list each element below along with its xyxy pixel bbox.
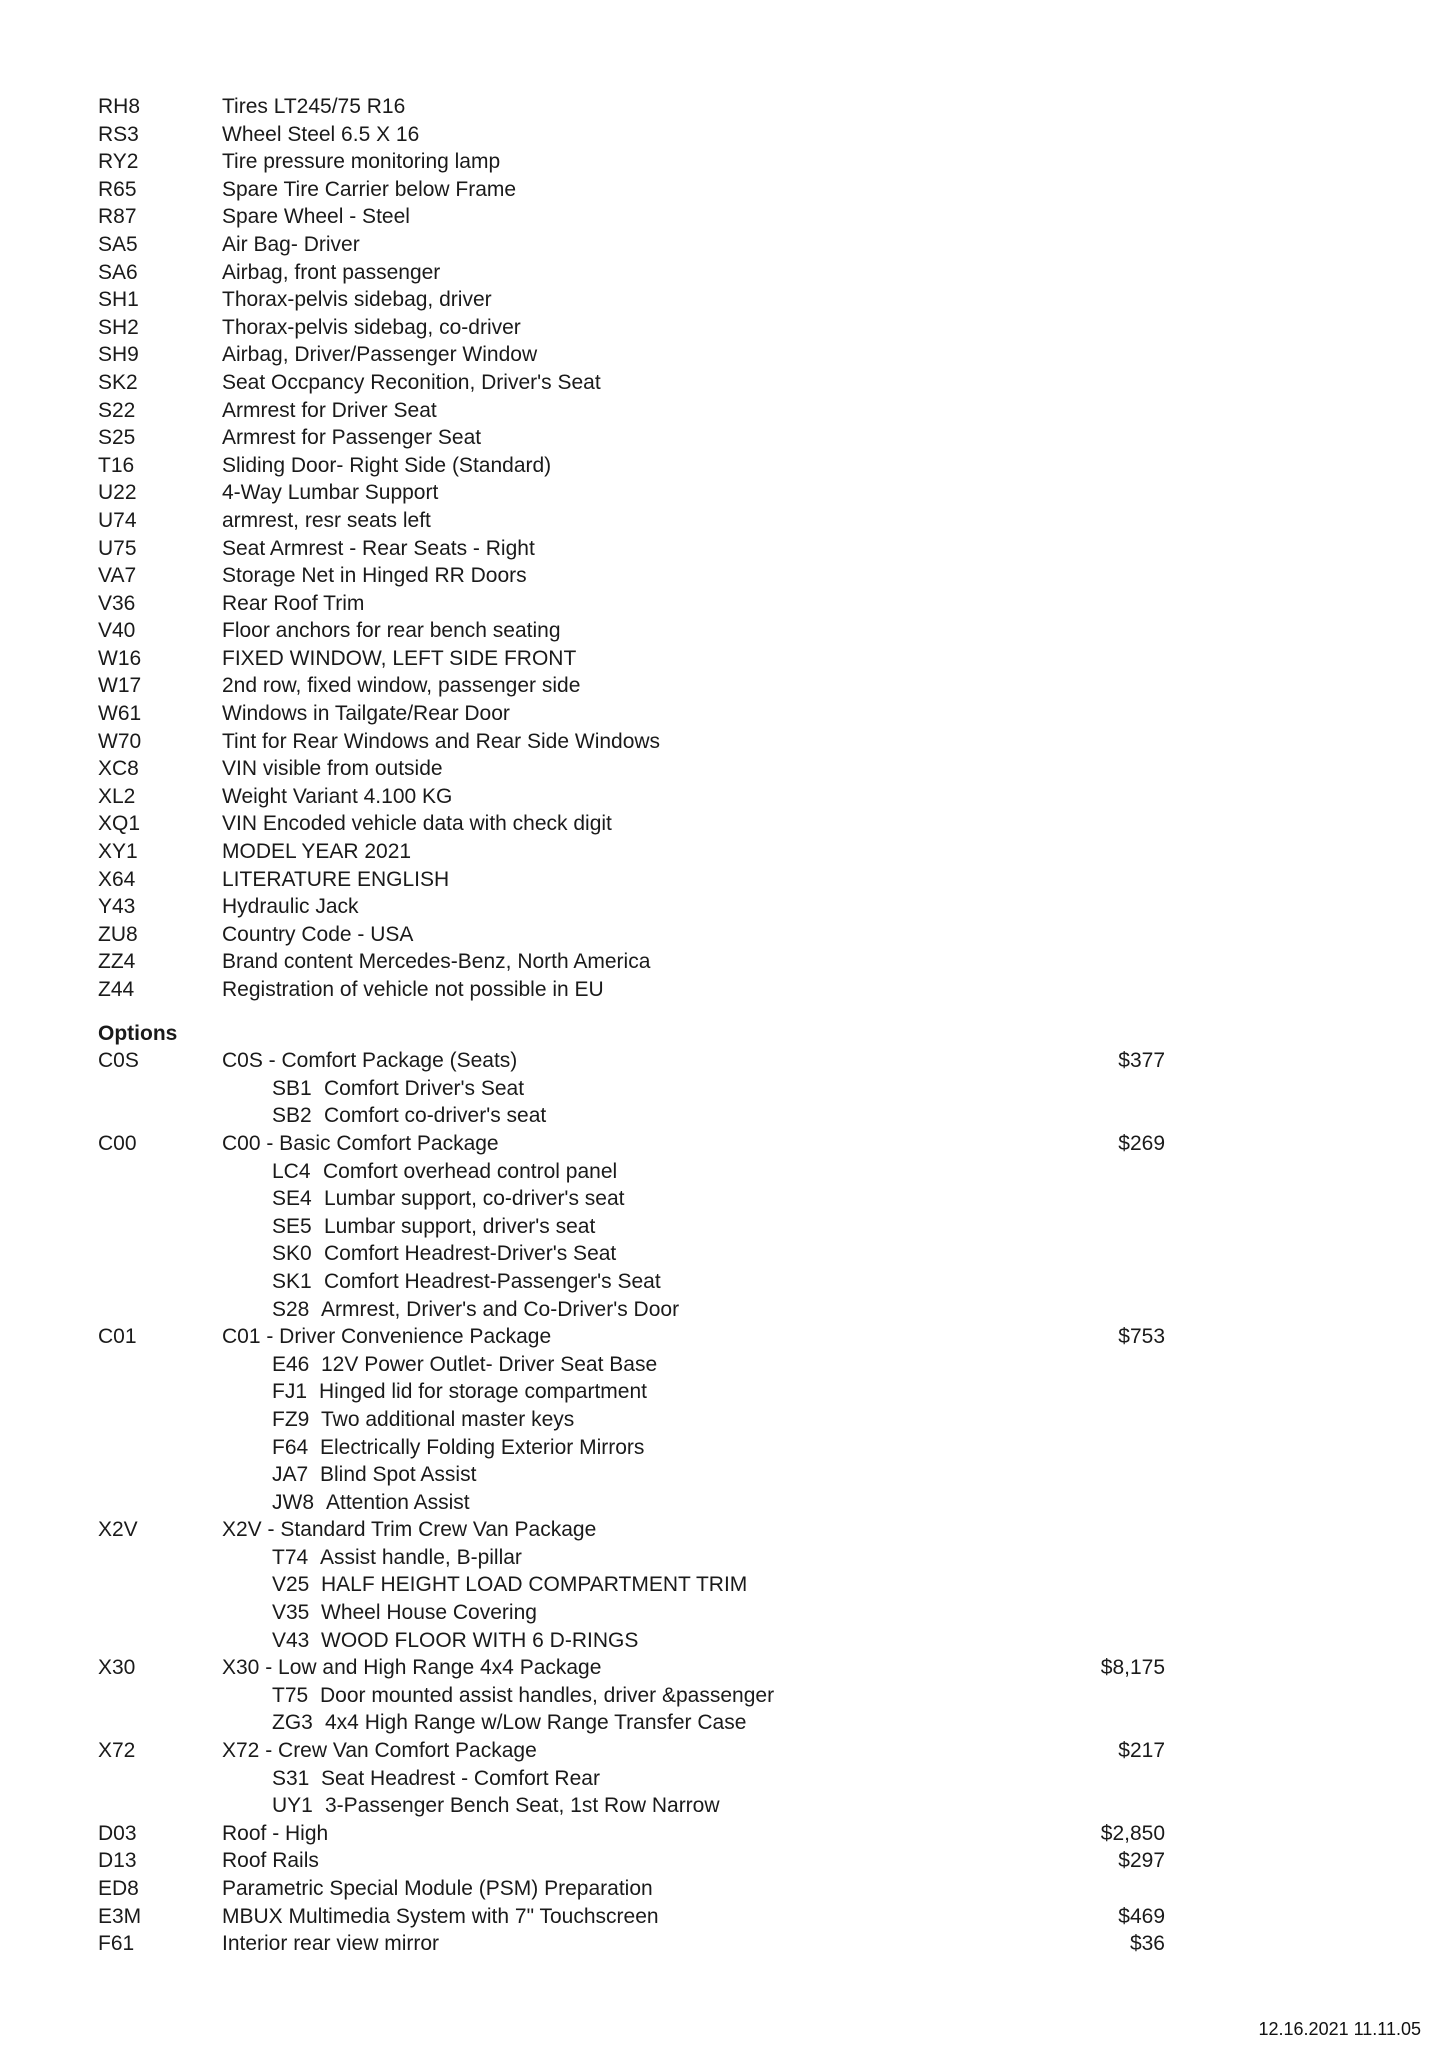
option-price: $269 bbox=[1118, 1131, 1165, 1155]
equipment-description: 4-Way Lumbar Support bbox=[222, 481, 439, 505]
equipment-description: Windows in Tailgate/Rear Door bbox=[222, 702, 510, 726]
equipment-code: SK2 bbox=[98, 370, 138, 394]
option-subitem-row bbox=[98, 1765, 1258, 1793]
equipment-code: W61 bbox=[98, 702, 142, 726]
option-subitem-code: V43 bbox=[272, 1628, 310, 1652]
option-subitem-code: SE4 bbox=[272, 1187, 312, 1211]
equipment-row bbox=[98, 755, 1258, 783]
option-subitem-description: Comfort Headrest-Driver's Seat bbox=[324, 1242, 617, 1266]
equipment-row bbox=[98, 369, 1258, 397]
option-subitem-description: Armrest, Driver's and Co-Driver's Door bbox=[321, 1297, 680, 1321]
option-description: C01 - Driver Convenience Package bbox=[222, 1325, 552, 1349]
equipment-row bbox=[98, 286, 1258, 314]
equipment-code: ZU8 bbox=[98, 922, 138, 946]
equipment-code: V36 bbox=[98, 591, 136, 615]
equipment-description: Armrest for Passenger Seat bbox=[222, 426, 482, 450]
equipment-row bbox=[98, 452, 1258, 480]
equipment-row bbox=[98, 728, 1258, 756]
option-code: C00 bbox=[98, 1131, 137, 1155]
option-subitem-row bbox=[98, 1709, 1258, 1737]
option-subitem-code: JW8 bbox=[272, 1490, 314, 1514]
equipment-description: VIN visible from outside bbox=[222, 757, 443, 781]
equipment-description: Seat Occpancy Reconition, Driver's Seat bbox=[222, 370, 601, 394]
equipment-code: SA5 bbox=[98, 232, 138, 256]
option-subitem-code: S31 bbox=[272, 1766, 310, 1790]
option-subitem-row bbox=[98, 1240, 1258, 1268]
option-code: X30 bbox=[98, 1656, 136, 1680]
option-subitem-code: T75 bbox=[272, 1683, 309, 1707]
option-subitem-code: SB2 bbox=[272, 1104, 312, 1128]
equipment-code: XC8 bbox=[98, 757, 139, 781]
equipment-description: Tire pressure monitoring lamp bbox=[222, 150, 501, 174]
option-subitem-row bbox=[98, 1461, 1258, 1489]
option-subitem-row bbox=[98, 1158, 1258, 1186]
option-subitem-row bbox=[98, 1434, 1258, 1462]
option-code: ED8 bbox=[98, 1877, 139, 1900]
equipment-code: RH8 bbox=[98, 95, 141, 118]
option-code: F61 bbox=[98, 1932, 135, 1956]
equipment-code: U75 bbox=[98, 536, 137, 560]
equipment-description: LITERATURE ENGLISH bbox=[222, 867, 450, 891]
equipment-description: Wheel Steel 6.5 X 16 bbox=[222, 122, 420, 146]
equipment-code: RY2 bbox=[98, 150, 139, 174]
equipment-row bbox=[98, 976, 1258, 1004]
option-subitem-description: Lumbar support, co-driver's seat bbox=[324, 1187, 625, 1211]
equipment-code: VA7 bbox=[98, 564, 137, 588]
option-row bbox=[98, 1903, 1258, 1931]
option-subitem-description: Door mounted assist handles, driver &passenger bbox=[320, 1683, 775, 1707]
option-row bbox=[98, 1323, 1258, 1351]
option-subitem-description: 3-Passenger Bench Seat, 1st Row Narrow bbox=[325, 1794, 720, 1818]
option-subitem-description: Hinged lid for storage compartment bbox=[319, 1380, 647, 1404]
equipment-code: R87 bbox=[98, 205, 137, 229]
equipment-code: Z44 bbox=[98, 978, 135, 1001]
equipment-row bbox=[98, 341, 1258, 369]
equipment-row bbox=[98, 93, 1258, 121]
equipment-code: SH2 bbox=[98, 315, 139, 339]
equipment-row bbox=[98, 314, 1258, 342]
option-row bbox=[98, 1737, 1258, 1765]
equipment-description: Registration of vehicle not possible in EU bbox=[222, 978, 604, 1001]
option-subitem-row bbox=[98, 1185, 1258, 1213]
option-subitem-row bbox=[98, 1296, 1258, 1324]
option-subitem-description: Comfort overhead control panel bbox=[323, 1159, 618, 1183]
equipment-description: 2nd row, fixed window, passenger side bbox=[222, 674, 581, 698]
equipment-description: Armrest for Driver Seat bbox=[222, 398, 437, 422]
equipment-row bbox=[98, 121, 1258, 149]
equipment-code: S22 bbox=[98, 398, 136, 422]
option-subitem-row bbox=[98, 1378, 1258, 1406]
option-subitem-description: Two additional master keys bbox=[321, 1407, 575, 1431]
option-subitem-row bbox=[98, 1544, 1258, 1572]
option-subitem-code: SB1 bbox=[272, 1076, 312, 1100]
equipment-description: MODEL YEAR 2021 bbox=[222, 840, 412, 864]
option-price: $377 bbox=[1118, 1049, 1165, 1073]
option-subitem-description: Lumbar support, driver's seat bbox=[324, 1214, 596, 1238]
equipment-description: Hydraulic Jack bbox=[222, 895, 359, 919]
option-subitem-code: T74 bbox=[272, 1545, 309, 1569]
option-subitem-code: F64 bbox=[272, 1435, 309, 1459]
option-description: Roof Rails bbox=[222, 1849, 319, 1873]
equipment-row bbox=[98, 810, 1258, 838]
option-description: X2V - Standard Trim Crew Van Package bbox=[222, 1518, 597, 1542]
equipment-description: Tint for Rear Windows and Rear Side Windows bbox=[222, 729, 661, 753]
equipment-row bbox=[98, 176, 1258, 204]
equipment-row bbox=[98, 397, 1258, 425]
equipment-description: FIXED WINDOW, LEFT SIDE FRONT bbox=[222, 646, 577, 670]
option-subitem-description: Assist handle, B-pillar bbox=[320, 1545, 522, 1569]
option-price: $8,175 bbox=[1100, 1656, 1165, 1680]
option-subitem-code: SK1 bbox=[272, 1269, 312, 1293]
equipment-row bbox=[98, 562, 1258, 590]
option-price: $297 bbox=[1118, 1849, 1165, 1873]
option-subitem-code: S28 bbox=[272, 1297, 310, 1321]
equipment-code: RS3 bbox=[98, 122, 139, 146]
option-subitem-code: FJ1 bbox=[272, 1380, 308, 1404]
option-code: E3M bbox=[98, 1904, 142, 1928]
equipment-row bbox=[98, 645, 1258, 673]
option-subitem-description: Comfort co-driver's seat bbox=[324, 1104, 547, 1128]
equipment-code: XL2 bbox=[98, 784, 136, 808]
equipment-row bbox=[98, 617, 1258, 645]
option-subitem-code: LC4 bbox=[272, 1159, 311, 1183]
option-subitem-row bbox=[98, 1268, 1258, 1296]
option-subitem-code: V25 bbox=[272, 1573, 310, 1597]
option-row bbox=[98, 1654, 1258, 1682]
equipment-row bbox=[98, 148, 1258, 176]
option-row bbox=[98, 1847, 1258, 1875]
option-subitem-row bbox=[98, 1599, 1258, 1627]
option-subitem-code: SK0 bbox=[272, 1242, 312, 1266]
option-subitem-row bbox=[98, 1489, 1258, 1517]
option-subitem-description: Electrically Folding Exterior Mirrors bbox=[320, 1435, 645, 1459]
option-subitem-row bbox=[98, 1213, 1258, 1241]
equipment-description: Seat Armrest - Rear Seats - Right bbox=[222, 536, 535, 560]
equipment-description: Spare Wheel - Steel bbox=[222, 205, 410, 229]
option-row bbox=[98, 1516, 1258, 1544]
option-description: X72 - Crew Van Comfort Package bbox=[222, 1739, 537, 1763]
option-description: Roof - High bbox=[222, 1821, 329, 1845]
option-code: C01 bbox=[98, 1325, 137, 1349]
equipment-row bbox=[98, 893, 1258, 921]
equipment-row bbox=[98, 424, 1258, 452]
option-price: $2,850 bbox=[1100, 1821, 1165, 1845]
equipment-description: armrest, resr seats left bbox=[222, 508, 431, 532]
option-subitem-code: FZ9 bbox=[272, 1407, 310, 1431]
option-subitem-description: WOOD FLOOR WITH 6 D-RINGS bbox=[321, 1628, 639, 1652]
option-subitem-description: Wheel House Covering bbox=[321, 1601, 537, 1625]
option-code: X72 bbox=[98, 1739, 136, 1763]
equipment-code: U74 bbox=[98, 508, 137, 532]
equipment-code: V40 bbox=[98, 619, 136, 643]
equipment-code: W16 bbox=[98, 646, 142, 670]
option-row bbox=[98, 1047, 1258, 1075]
equipment-code: SA6 bbox=[98, 260, 138, 284]
option-subitem-row bbox=[98, 1075, 1258, 1103]
options-heading: Options bbox=[98, 1021, 178, 1045]
option-description: Parametric Special Module (PSM) Preparation bbox=[222, 1877, 653, 1900]
equipment-row bbox=[98, 783, 1258, 811]
option-subitem-description: Comfort Headrest-Passenger's Seat bbox=[324, 1269, 661, 1293]
equipment-description: Sliding Door- Right Side (Standard) bbox=[222, 453, 552, 477]
option-subitem-code: SE5 bbox=[272, 1214, 312, 1238]
option-row bbox=[98, 1875, 1258, 1903]
option-code: C0S bbox=[98, 1049, 139, 1073]
equipment-description: Tires LT245/75 R16 bbox=[222, 95, 406, 118]
equipment-code: XY1 bbox=[98, 840, 138, 864]
option-row bbox=[98, 1130, 1258, 1158]
equipment-description: Thorax-pelvis sidebag, co-driver bbox=[222, 315, 521, 339]
option-subitem-description: HALF HEIGHT LOAD COMPARTMENT TRIM bbox=[321, 1573, 748, 1597]
equipment-code: T16 bbox=[98, 453, 135, 477]
equipment-description: Thorax-pelvis sidebag, driver bbox=[222, 288, 492, 312]
option-subitem-description: Seat Headrest - Comfort Rear bbox=[321, 1766, 600, 1790]
option-subitem-row bbox=[98, 1792, 1258, 1820]
equipment-row bbox=[98, 203, 1258, 231]
equipment-row bbox=[98, 535, 1258, 563]
option-subitem-code: E46 bbox=[272, 1352, 310, 1376]
equipment-description: VIN Encoded vehicle data with check digit bbox=[222, 812, 612, 836]
equipment-row bbox=[98, 921, 1258, 949]
option-subitem-description: Attention Assist bbox=[326, 1490, 470, 1514]
option-price: $36 bbox=[1129, 1932, 1165, 1956]
equipment-row bbox=[98, 259, 1258, 287]
option-subitem-description: 12V Power Outlet- Driver Seat Base bbox=[321, 1352, 658, 1376]
equipment-row bbox=[98, 672, 1258, 700]
equipment-row bbox=[98, 590, 1258, 618]
equipment-description: Rear Roof Trim bbox=[222, 591, 365, 615]
option-description: C00 - Basic Comfort Package bbox=[222, 1131, 499, 1155]
option-code: D03 bbox=[98, 1821, 137, 1845]
option-subitem-row bbox=[98, 1102, 1258, 1130]
option-description: C0S - Comfort Package (Seats) bbox=[222, 1049, 518, 1073]
equipment-code: S25 bbox=[98, 426, 136, 450]
option-subitem-code: UY1 bbox=[272, 1794, 313, 1818]
equipment-code: R65 bbox=[98, 177, 137, 201]
equipment-code: ZZ4 bbox=[98, 950, 136, 974]
equipment-row bbox=[98, 507, 1258, 535]
equipment-description: Brand content Mercedes-Benz, North America bbox=[222, 950, 651, 974]
option-row bbox=[98, 1930, 1258, 1958]
option-subitem-code: ZG3 bbox=[272, 1711, 313, 1735]
equipment-code: SH9 bbox=[98, 343, 139, 367]
option-price: $753 bbox=[1118, 1325, 1165, 1349]
option-subitem-row bbox=[98, 1682, 1258, 1710]
option-subitem-description: Blind Spot Assist bbox=[320, 1463, 477, 1487]
equipment-code: Y43 bbox=[98, 895, 136, 919]
option-subitem-code: V35 bbox=[272, 1601, 310, 1625]
option-subitem-row bbox=[98, 1571, 1258, 1599]
equipment-row bbox=[98, 948, 1258, 976]
option-code: D13 bbox=[98, 1849, 137, 1873]
equipment-description: Spare Tire Carrier below Frame bbox=[222, 177, 517, 201]
option-description: X30 - Low and High Range 4x4 Package bbox=[222, 1656, 602, 1680]
option-subitem-code: JA7 bbox=[272, 1463, 309, 1487]
option-subitem-row bbox=[98, 1627, 1258, 1655]
option-code: X2V bbox=[98, 1518, 138, 1542]
equipment-row bbox=[98, 700, 1258, 728]
equipment-row bbox=[98, 231, 1258, 259]
equipment-description: Floor anchors for rear bench seating bbox=[222, 619, 561, 643]
option-price: $469 bbox=[1118, 1904, 1165, 1928]
equipment-row bbox=[98, 866, 1258, 894]
equipment-code: U22 bbox=[98, 481, 137, 505]
equipment-row bbox=[98, 838, 1258, 866]
option-description: Interior rear view mirror bbox=[222, 1932, 440, 1956]
option-subitem-description: Comfort Driver's Seat bbox=[324, 1076, 525, 1100]
equipment-code: XQ1 bbox=[98, 812, 141, 836]
equipment-description: Air Bag- Driver bbox=[222, 232, 360, 256]
equipment-code: W17 bbox=[98, 674, 142, 698]
option-price: $217 bbox=[1118, 1739, 1165, 1763]
equipment-code: SH1 bbox=[98, 288, 139, 312]
equipment-code: W70 bbox=[98, 729, 142, 753]
equipment-description: Airbag, Driver/Passenger Window bbox=[222, 343, 538, 367]
option-subitem-description: 4x4 High Range w/Low Range Transfer Case bbox=[325, 1711, 747, 1735]
footer-timestamp: 12.16.2021 11.11.05 bbox=[1258, 2019, 1421, 2039]
equipment-description: Weight Variant 4.100 KG bbox=[222, 784, 453, 808]
option-subitem-row bbox=[98, 1406, 1258, 1434]
equipment-description: Storage Net in Hinged RR Doors bbox=[222, 564, 527, 588]
equipment-list bbox=[98, 93, 1258, 1958]
equipment-row bbox=[98, 479, 1258, 507]
equipment-code: X64 bbox=[98, 867, 136, 891]
option-description: MBUX Multimedia System with 7" Touchscreen bbox=[222, 1904, 659, 1928]
option-row bbox=[98, 1820, 1258, 1848]
equipment-description: Country Code - USA bbox=[222, 922, 414, 946]
equipment-description: Airbag, front passenger bbox=[222, 260, 441, 284]
option-subitem-row bbox=[98, 1351, 1258, 1379]
